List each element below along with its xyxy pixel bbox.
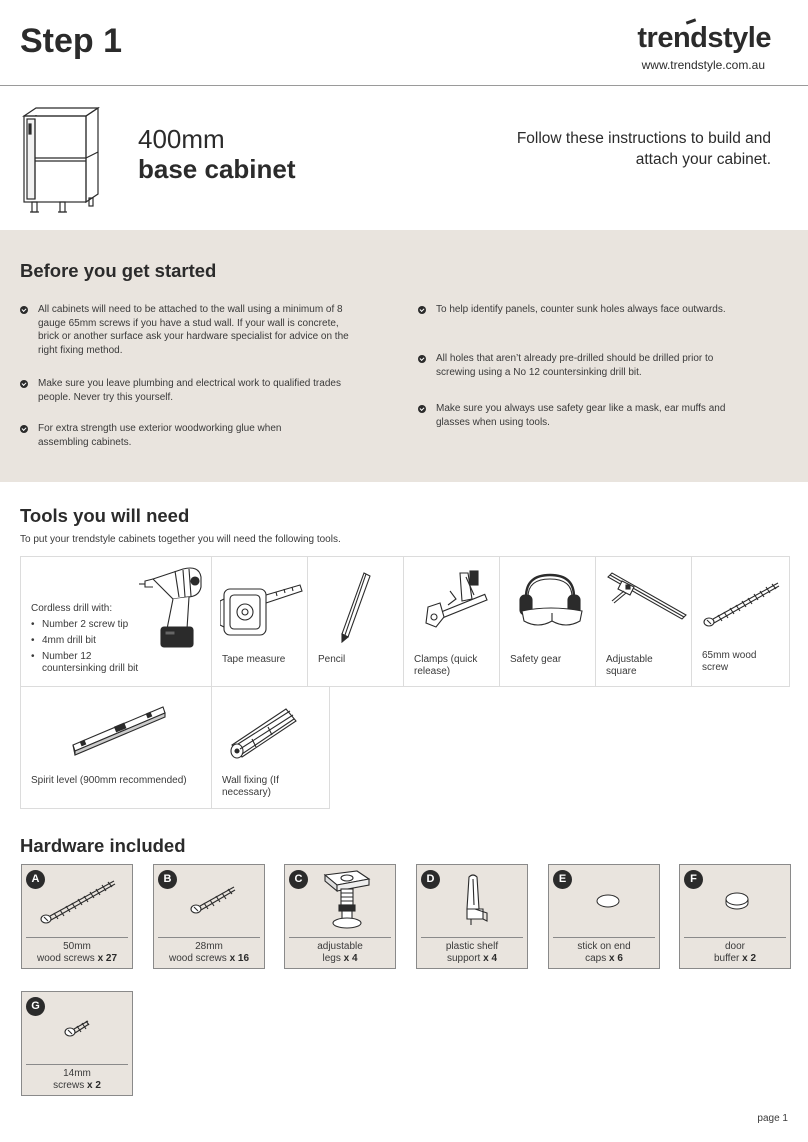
list-item: • 4mm drill bit [31, 635, 141, 647]
tool-cell-adjustable-square [595, 556, 692, 687]
hardware-label [154, 941, 264, 965]
tool-label: Wall fixing (If necessary) [222, 775, 279, 798]
wall-plug-icon [224, 701, 304, 761]
check-icon [418, 405, 426, 413]
hardware-card-b [153, 864, 265, 969]
tip-item [20, 377, 350, 404]
screw-icon [700, 577, 784, 631]
base-cabinet-icon [20, 106, 100, 218]
list-item: • Number 2 screw tip [31, 619, 141, 631]
tip-text: For extra strength use exterior woodworking glue when assembling cabinets. [38, 423, 282, 448]
hardware-card-f [679, 864, 791, 969]
tool-cell-safety-gear [499, 556, 596, 687]
divider [26, 1064, 128, 1065]
tip-item [418, 352, 728, 379]
instructions-intro: Follow these instructions to build and attach your cabinet. [516, 130, 771, 168]
hardware-letter-badge: B [158, 870, 177, 889]
hardware-label [417, 941, 527, 965]
hardware-desc: wood screws [36, 953, 95, 964]
hardware-name: plastic shelf [445, 941, 499, 952]
tools-subtitle: To put your trendstyle cabinets together you will need the following tools. [20, 534, 341, 545]
clamp-icon [422, 569, 492, 633]
divider [289, 937, 391, 938]
spirit-level-icon [69, 701, 169, 761]
brand-logo: trendstyle [637, 22, 771, 54]
tool-cell-tape-measure [211, 556, 308, 687]
hardware-desc: screws [53, 1080, 85, 1091]
tip-text: Make sure you leave plumbing and electrical work to qualified trades people. Never try this yourself. [38, 378, 341, 403]
check-icon [418, 306, 426, 314]
tip-item [20, 422, 320, 449]
hardware-name: stick on end [577, 941, 631, 952]
list-item: • Number 12 countersinking drill bit [31, 651, 141, 675]
hardware-card-a [21, 864, 133, 969]
hardware-label [22, 941, 132, 965]
hardware-card-d [416, 864, 528, 969]
tool-cell-spirit-level [20, 686, 212, 809]
hardware-qty: x 4 [343, 953, 358, 964]
product-name: base cabinet [138, 154, 296, 184]
hardware-desc: legs [322, 953, 341, 964]
page-header [0, 0, 808, 86]
page-number: page 1 [757, 1113, 788, 1124]
safety-gear-icon [516, 571, 586, 635]
hardware-card-c [284, 864, 396, 969]
hardware-desc: wood screws [168, 953, 227, 964]
hardware-qty: x 27 [97, 953, 118, 964]
hardware-name: 14mm [63, 1068, 91, 1079]
divider [684, 937, 786, 938]
drill-accessories-list [31, 615, 141, 675]
tape-measure-icon [220, 575, 304, 639]
website-url[interactable]: www.trendstyle.com.au [641, 58, 765, 72]
hardware-label [549, 941, 659, 965]
pencil-icon [336, 571, 376, 643]
square-icon [604, 571, 688, 623]
intro-section [0, 86, 808, 230]
check-icon [20, 425, 28, 433]
check-icon [20, 306, 28, 314]
hardware-qty: x 4 [483, 953, 498, 964]
hardware-letter-badge: F [684, 870, 703, 889]
hardware-qty: x 16 [229, 953, 250, 964]
hardware-desc: support [446, 953, 481, 964]
tool-label: Tape measure [222, 654, 286, 665]
tip-item [20, 303, 350, 357]
hardware-name: 50mm [63, 941, 91, 952]
hardware-desc: caps [585, 953, 607, 964]
hardware-card-e [548, 864, 660, 969]
check-icon [20, 380, 28, 388]
divider [158, 937, 260, 938]
divider [421, 937, 523, 938]
tool-label: Clamps (quick release) [414, 654, 478, 677]
tip-text: Make sure you always use safety gear like a mask, ear muffs and glasses when using tools. [436, 403, 726, 428]
hardware-qty: x 2 [87, 1080, 101, 1091]
before-heading: Before you get started [20, 260, 217, 281]
before-you-start-section [0, 230, 808, 482]
check-icon [418, 355, 426, 363]
tool-label: Pencil [318, 654, 346, 665]
product-size: 400mm [138, 124, 225, 154]
hardware-name: adjustable [317, 941, 363, 952]
hardware-card-g [21, 991, 133, 1096]
hardware-desc: buffer [713, 953, 740, 964]
divider [26, 937, 128, 938]
hardware-label [680, 941, 790, 965]
tool-label: Spirit level (900mm recommended) [31, 775, 187, 786]
tool-label: 65mm wood screw [702, 650, 757, 673]
hardware-letter-badge: E [553, 870, 572, 889]
hardware-heading: Hardware included [20, 835, 186, 856]
hardware-name: 28mm [195, 941, 223, 952]
tools-heading: Tools you will need [20, 505, 190, 526]
hardware-letter-badge: G [26, 997, 45, 1016]
hardware-letter-badge: A [26, 870, 45, 889]
cordless-drill-icon [139, 563, 211, 651]
tool-cell-drill [20, 556, 212, 687]
hardware-label [22, 1068, 132, 1092]
hardware-label [285, 941, 395, 965]
hardware-qty: x 2 [742, 953, 757, 964]
hardware-letter-badge: D [421, 870, 440, 889]
step-title: Step 1 [20, 22, 123, 60]
tip-text: To help identify panels, counter sunk holes always face outwards. [436, 304, 726, 315]
tip-item [418, 402, 728, 429]
hardware-qty: x 6 [609, 953, 623, 964]
divider [553, 937, 655, 938]
tool-label: Adjustable square [606, 654, 653, 677]
tool-cell-wood-screw [691, 556, 790, 687]
tool-cell-clamps [403, 556, 500, 687]
tool-cell-pencil [307, 556, 404, 687]
hardware-name: door [724, 941, 745, 952]
hardware-letter-badge: C [289, 870, 308, 889]
tip-text: All holes that aren’t already pre-drilled should be drilled prior to screwing using a No 12 countersinking drill bit. [436, 353, 714, 378]
tip-text: All cabinets will need to be attached to the wall using a minimum of 8 gauge 65mm screws if you have a stud wall. If your wall is concrete, brick or another surface ask your hardware specialist for advice on the right fixing method. [38, 304, 349, 356]
tool-label: Safety gear [510, 654, 562, 665]
tip-item [418, 303, 728, 317]
tool-cell-wall-fixing [211, 686, 330, 809]
drill-heading: Cordless drill with: [31, 603, 113, 614]
